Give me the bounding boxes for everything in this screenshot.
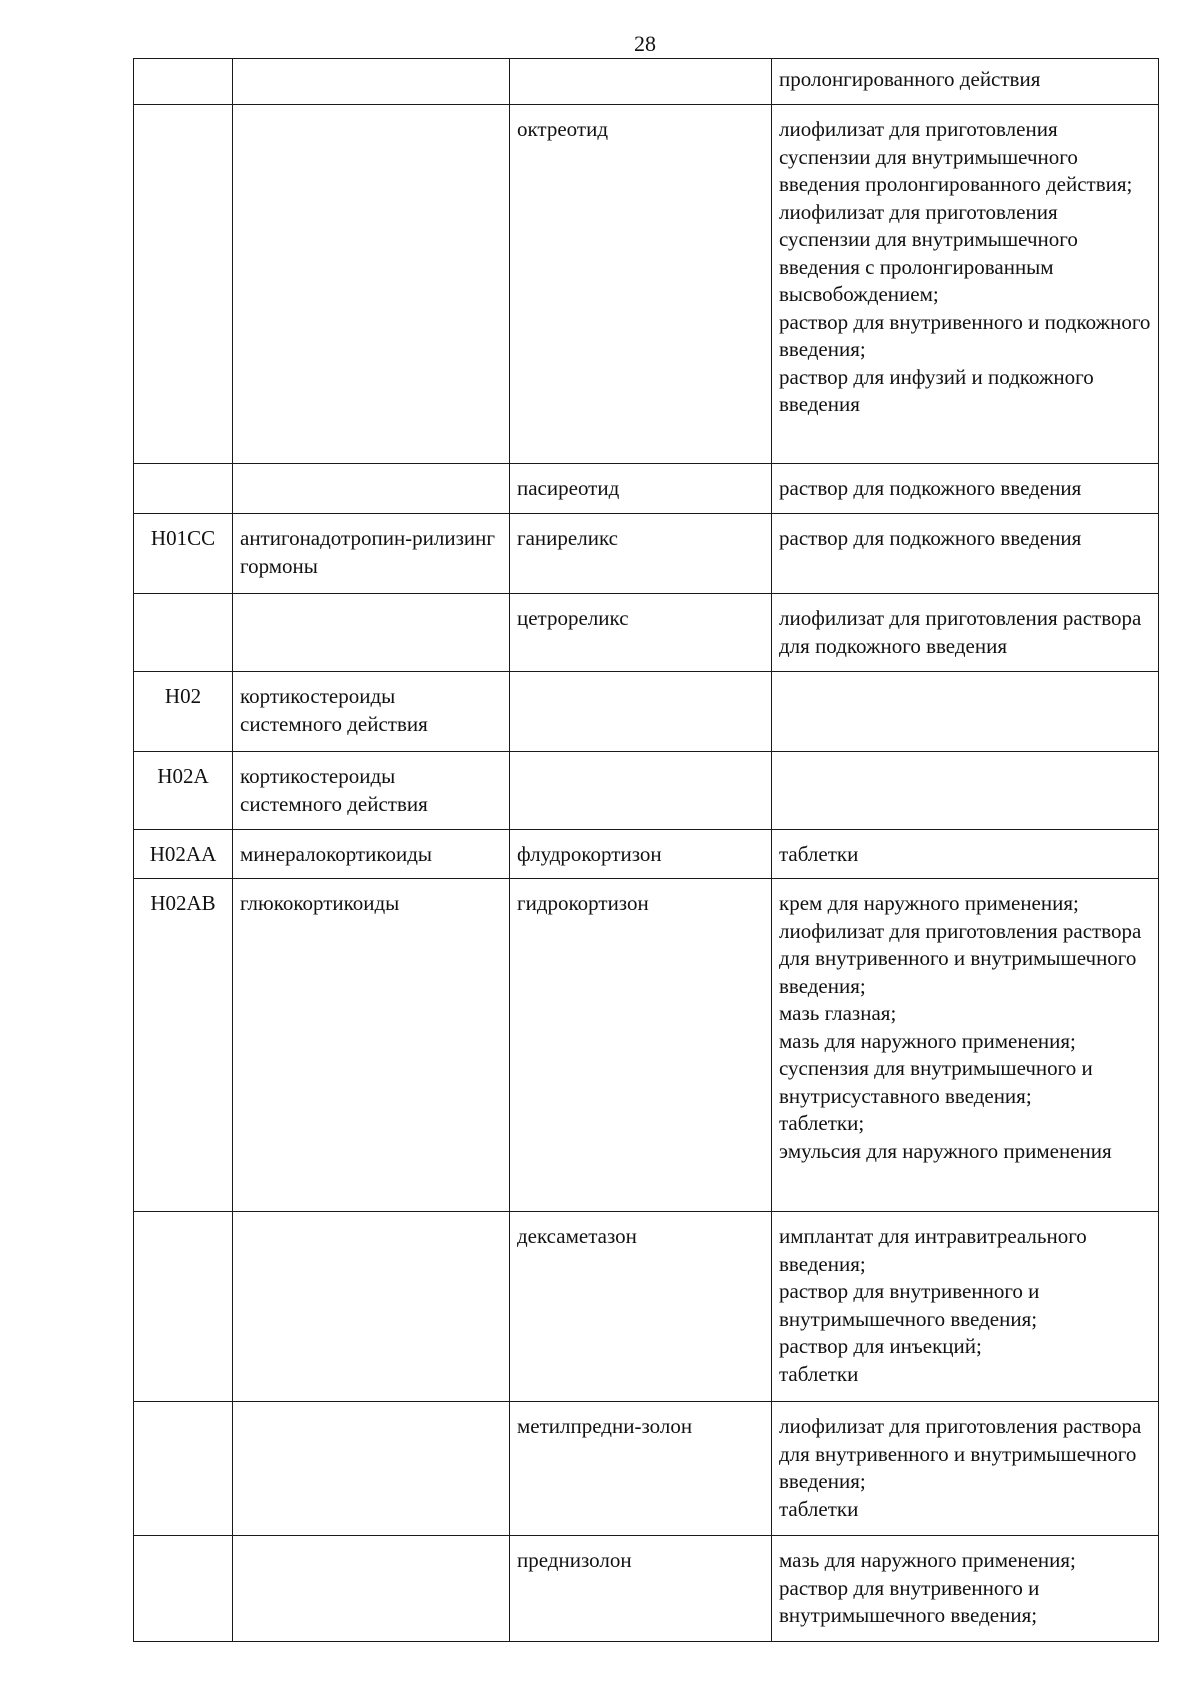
table-row	[134, 1212, 1159, 1402]
dosage-form: раствор для инфузий и подкожного введения	[779, 364, 1094, 416]
dosage-form: мазь для наружного применения;	[779, 1028, 1076, 1053]
group-cell	[233, 1402, 510, 1536]
dosage-form: раствор для внутривенного и подкожного введения;	[779, 309, 1151, 361]
atc-code-cell: H02AA	[134, 830, 233, 879]
group-cell: кортикостероиды системного действия	[233, 672, 510, 752]
table-row	[134, 105, 1159, 464]
dosage-form: раствор для подкожного введения	[779, 526, 1082, 550]
atc-code-cell: H02A	[134, 752, 233, 830]
atc-code-cell: H02AB	[134, 879, 233, 1212]
group-cell	[233, 59, 510, 105]
page-number: 28	[634, 31, 656, 56]
dosage-form: мазь глазная;	[779, 1001, 897, 1025]
atc-code-cell	[134, 1212, 233, 1402]
dosage-forms-cell	[772, 752, 1159, 830]
dosage-forms-cell	[772, 672, 1159, 752]
dosage-form: раствор для подкожного введения	[779, 476, 1082, 500]
drug-cell: флудрокортизон	[510, 830, 772, 879]
drug-table	[133, 58, 1159, 1642]
dosage-form: суспензия для внутримышечного и внутрисуставного введения;	[779, 1056, 1093, 1108]
drug-cell: цетрореликс	[510, 594, 772, 672]
dosage-form: таблетки	[779, 1361, 859, 1386]
group-cell: кортикостероиды системного действия	[233, 752, 510, 830]
group-cell	[233, 594, 510, 672]
atc-code-cell	[134, 594, 233, 672]
atc-code-cell: H02	[134, 672, 233, 752]
drug-cell	[510, 672, 772, 752]
drug-cell: ганиреликс	[510, 514, 772, 594]
dosage-form: лиофилизат для приготовления раствора для внутривенного и внутримышечного введения;	[779, 1414, 1142, 1493]
atc-code-cell: H01CC	[134, 514, 233, 594]
drug-cell: метилпредни-золон	[510, 1402, 772, 1536]
table-row	[134, 514, 1159, 594]
dosage-forms-cell	[772, 1402, 1159, 1536]
group-cell: минералокортикоиды	[233, 830, 510, 879]
dosage-form: таблетки;	[779, 1111, 865, 1135]
dosage-form: раствор для инъекций;	[779, 1334, 982, 1358]
table-row	[134, 879, 1159, 1212]
atc-code-cell	[134, 1536, 233, 1642]
drug-cell: пасиреотид	[510, 464, 772, 514]
dosage-forms-cell	[772, 830, 1159, 879]
atc-code-cell	[134, 464, 233, 514]
dosage-form: лиофилизат для приготовления раствора для внутривенного и внутримышечного введения;	[779, 918, 1142, 998]
drug-cell: гидрокортизон	[510, 879, 772, 1212]
dosage-form: лиофилизат для приготовления суспензии для внутримышечного введения с пролонгированным высвобождением;	[779, 199, 1078, 306]
table-row	[134, 1402, 1159, 1536]
table-row	[134, 1536, 1159, 1642]
dosage-form: имплантат для интравитреального введения;	[779, 1224, 1087, 1276]
dosage-form: пролонгированного действия	[779, 67, 1041, 91]
table-row	[134, 594, 1159, 672]
dosage-form: мазь для наружного применения;	[779, 1548, 1076, 1572]
group-cell	[233, 1212, 510, 1402]
drug-cell	[510, 752, 772, 830]
atc-code-cell	[134, 1402, 233, 1536]
table-row	[134, 830, 1159, 879]
dosage-forms-cell	[772, 1536, 1159, 1642]
dosage-form: лиофилизат для приготовления раствора для подкожного введения	[779, 606, 1142, 658]
dosage-form: таблетки	[779, 842, 859, 866]
dosage-form: раствор для внутривенного и внутримышечного введения;	[779, 1575, 1040, 1627]
group-cell: антигонадотропин-рилизинг гормоны	[233, 514, 510, 594]
table-row	[134, 752, 1159, 830]
table-row	[134, 464, 1159, 514]
dosage-form: крем для наружного применения;	[779, 891, 1079, 915]
dosage-forms-cell	[772, 464, 1159, 514]
dosage-forms-cell	[772, 514, 1159, 594]
dosage-form: раствор для внутривенного и внутримышечного введения;	[779, 1279, 1040, 1331]
dosage-forms-cell	[772, 594, 1159, 672]
dosage-forms-cell	[772, 59, 1159, 105]
drug-cell: дексаметазон	[510, 1212, 772, 1402]
dosage-forms-cell	[772, 1212, 1159, 1402]
group-cell	[233, 1536, 510, 1642]
table-row	[134, 59, 1159, 105]
group-cell: глюкокортикоиды	[233, 879, 510, 1212]
drug-cell: преднизолон	[510, 1536, 772, 1642]
group-cell	[233, 464, 510, 514]
dosage-forms-cell	[772, 879, 1159, 1212]
table-row	[134, 672, 1159, 752]
dosage-form: таблетки	[779, 1496, 859, 1521]
dosage-form: лиофилизат для приготовления суспензии для внутримышечного введения пролонгированного действия;	[779, 117, 1133, 196]
atc-code-cell	[134, 105, 233, 464]
dosage-forms-cell	[772, 105, 1159, 464]
drug-cell	[510, 59, 772, 105]
group-cell	[233, 105, 510, 464]
drug-cell: октреотид	[510, 105, 772, 464]
dosage-form: эмульсия для наружного применения	[779, 1138, 1112, 1163]
atc-code-cell	[134, 59, 233, 105]
